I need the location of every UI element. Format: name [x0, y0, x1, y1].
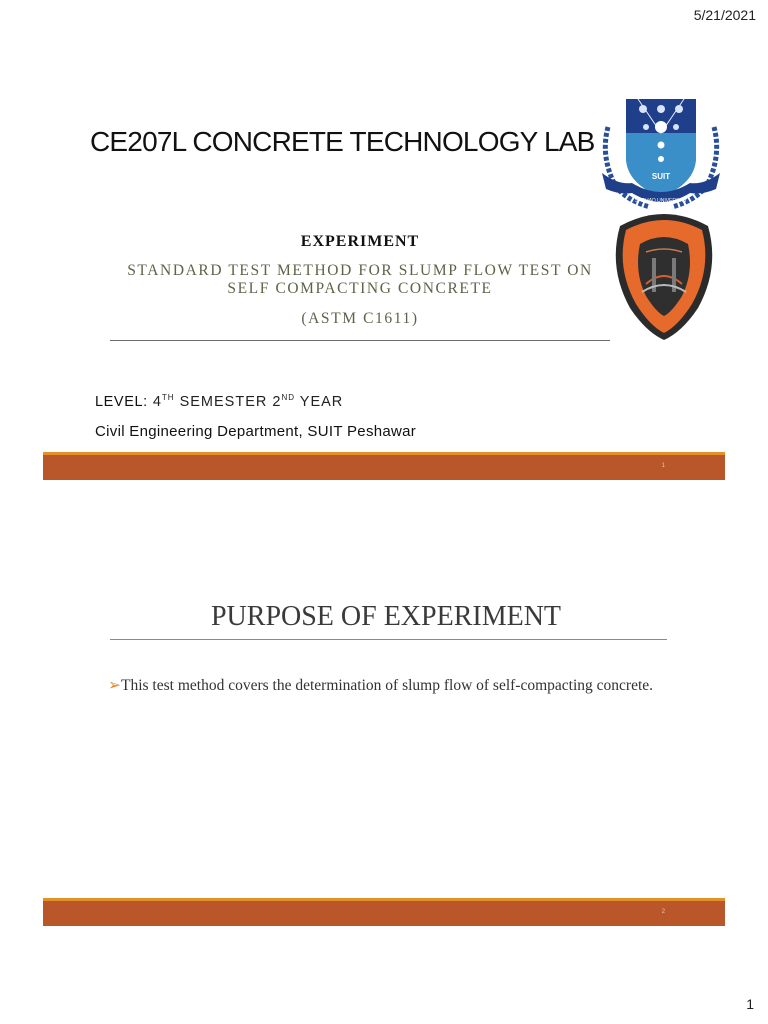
slide1-footer-band — [43, 452, 725, 480]
print-date: 5/21/2021 — [693, 7, 756, 23]
purpose-bullet — [108, 676, 668, 696]
ribbon-text: SARHAD UNIVERSITY — [634, 198, 688, 204]
university-crest-logo — [598, 97, 724, 213]
level-label: LEVEL: — [95, 393, 148, 410]
level-year-word: YEAR — [295, 393, 344, 410]
level-semester-number: 4 — [152, 393, 162, 410]
divider — [110, 639, 667, 640]
level-year-suffix: ND — [281, 393, 296, 402]
experiment-heading: EXPERIMENT — [300, 233, 420, 250]
divider — [110, 340, 610, 341]
page-number: 1 — [746, 996, 754, 1012]
level-semester-word: SEMESTER 2 — [174, 393, 282, 410]
experiment-subtitle-line1: STANDARD TEST METHOD FOR SLUMP FLOW TEST ON — [127, 262, 593, 279]
level-info — [95, 393, 343, 410]
experiment-subtitle-line2: SELF COMPACTING CONCRETE — [227, 280, 493, 297]
slide1-number: 1 — [661, 463, 665, 469]
department-name: Civil Engineering Department, SUIT Peshawar — [95, 423, 417, 440]
department-shield-logo — [606, 208, 722, 342]
slide1-title: CE207L CONCRETE TECHNOLOGY LAB — [90, 126, 595, 157]
crest-text: SUIT — [651, 172, 671, 181]
slide2-title: PURPOSE OF EXPERIMENT — [210, 601, 562, 632]
purpose-text: This test method covers the determination of slump flow of self-compacting concrete. — [121, 677, 654, 694]
slide2-number: 2 — [661, 909, 665, 915]
arrow-bullet-icon: ➢ — [108, 677, 121, 694]
astm-code: (ASTM C1611) — [301, 310, 419, 327]
level-semester-suffix: TH — [161, 393, 175, 402]
experiment-subtitle — [100, 262, 620, 298]
slide2-footer-band — [43, 898, 725, 926]
